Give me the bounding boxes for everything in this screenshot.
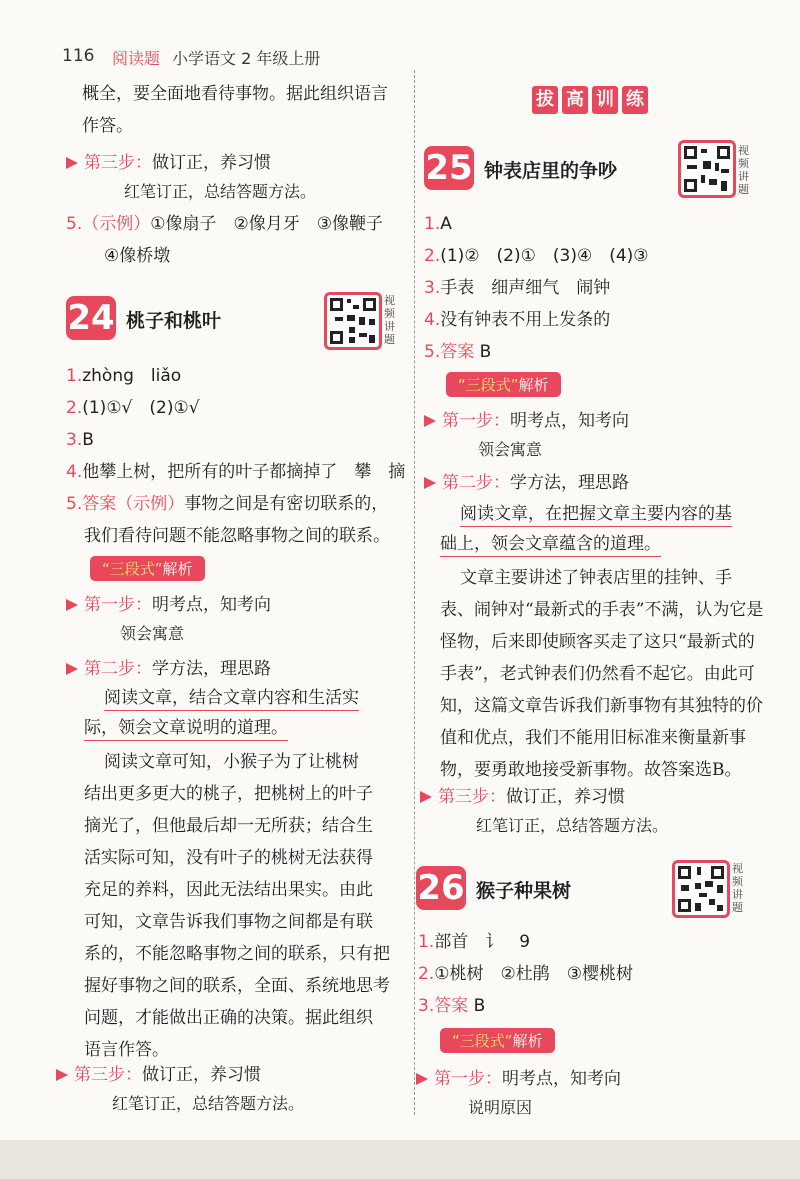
- qr-code-icon[interactable]: [678, 140, 736, 198]
- text-line: 手表”，老式钟表们仍然看不起它。由此可: [440, 664, 755, 684]
- arrow-icon: [424, 477, 436, 489]
- answer-2: 2.(1)①√ (2)①√: [66, 398, 200, 418]
- text-line: 问题，才能做出正确的决策。据此组织: [84, 1008, 373, 1028]
- lesson-title: 猴子种果树: [476, 880, 572, 902]
- answer-5-cont: ④像桥墩: [104, 246, 171, 266]
- column-divider: [414, 70, 415, 1115]
- step-1-heading: 第一步：明考点，知考向: [416, 1064, 621, 1089]
- text-line: 结出更多更大的桃子，把桃树上的叶子: [84, 784, 373, 804]
- step-body: 红笔订正，总结答题方法。: [112, 1094, 305, 1113]
- qr-code-icon[interactable]: [324, 292, 382, 350]
- lesson-number: 24: [67, 298, 115, 338]
- arrow-icon: [424, 415, 436, 427]
- series-label: 阅读题: [112, 49, 161, 68]
- step-3-heading: 第三步：做订正，养习惯: [420, 782, 625, 807]
- page-number: 116: [62, 46, 95, 66]
- text-line: 础上，领会文章蕴含的道理。: [440, 532, 661, 556]
- text-line: 握好事物之间的联系，全面、系统地思考: [84, 976, 390, 996]
- lesson-title: 钟表店里的争吵: [484, 160, 618, 182]
- text-line: 系的，不能忽略事物之间的联系，只有把: [84, 944, 390, 964]
- text-line: 阅读文章可知，小猴子为了让桃树: [104, 752, 359, 772]
- text-line: 怪物，后来即使顾客买走了这只“最新式的: [440, 632, 755, 652]
- text-line: 概全，要全面地看待事物。据此组织语言: [82, 84, 388, 104]
- lesson-number: 25: [425, 148, 473, 188]
- lesson-number: 26: [417, 868, 465, 908]
- answer-2: 2.①桃树 ②杜鹃 ③樱桃树: [418, 964, 633, 984]
- qr-label: 视频讲题: [738, 144, 749, 196]
- arrow-icon: [66, 157, 78, 169]
- analysis-badge: “三段式”解析: [90, 556, 205, 581]
- step-2-heading: 第二步：学方法，理思路: [66, 654, 271, 679]
- answer-5: 5.答案 B: [424, 342, 492, 362]
- text-line: 表、闹钟对“最新式的手表”不满，认为它是: [440, 600, 764, 620]
- step-2-heading: 第二步：学方法，理思路: [424, 468, 629, 493]
- arrow-icon: [420, 791, 432, 803]
- text-line: 际，领会文章说明的道理。: [84, 716, 288, 740]
- arrow-icon: [66, 663, 78, 675]
- step-3-heading: 第三步：做订正，养习惯: [66, 148, 271, 173]
- answer-1: 1.zhòng liǎo: [66, 366, 182, 386]
- text-line: 物，要勇敢地接受新事物。故答案选B。: [440, 760, 742, 780]
- step-body: 红笔订正，总结答题方法。: [124, 182, 317, 201]
- text-line: 可知，文章告诉我们事物之间都是有联: [84, 912, 373, 932]
- text-line: 作答。: [82, 116, 133, 136]
- text-line: 阅读文章，在把握文章主要内容的基: [460, 502, 732, 526]
- step-1-heading: 第一步：明考点，知考向: [66, 590, 271, 615]
- banner-advanced-training: 拔 高 训 练: [532, 86, 648, 114]
- text-line: 值和优点，我们不能用旧标准来衡量新事: [440, 728, 746, 748]
- answer-4: 4.他攀上树，把所有的叶子都摘掉了 攀 摘: [66, 462, 406, 482]
- analysis-badge: “三段式”解析: [440, 1028, 555, 1053]
- text-line: 阅读文章，结合文章内容和生活实: [104, 686, 359, 710]
- text-line: 充足的养料，因此无法结出果实。由此: [84, 880, 373, 900]
- answer-5: 5.（示例）①像扇子 ②像月牙 ③像鞭子: [66, 214, 383, 234]
- text-line: 活实际可知，没有叶子的桃树无法获得: [84, 848, 373, 868]
- text-line: 语言作答。: [84, 1040, 169, 1060]
- qr-label: 视频讲题: [732, 862, 743, 914]
- answer-3: 3.B: [66, 430, 94, 450]
- answer-3: 3.手表 细声细气 闹钟: [424, 278, 611, 298]
- answer-5b: 5.答案（示例）事物之间是有密切联系的，: [66, 494, 389, 514]
- text-line: 文章主要讲述了钟表店里的挂钟、手: [460, 568, 732, 588]
- book-title: 小学语文 2 年级上册: [172, 49, 321, 68]
- step-body: 领会寓意: [120, 624, 185, 643]
- answer-4: 4.没有钟表不用上发条的: [424, 310, 611, 330]
- answer-1: 1.部首 讠 9: [418, 932, 531, 952]
- qr-label: 视频讲题: [384, 294, 395, 346]
- qr-code-icon[interactable]: [672, 860, 730, 918]
- arrow-icon: [66, 599, 78, 611]
- answer-2: 2.(1)② (2)① (3)④ (4)③: [424, 246, 649, 266]
- page-bottom-edge: [0, 1140, 800, 1179]
- lesson-title: 桃子和桃叶: [126, 310, 222, 332]
- arrow-icon: [56, 1069, 68, 1081]
- step-3-heading: 第三步：做订正，养习惯: [56, 1060, 261, 1085]
- step-1-heading: 第一步：明考点，知考向: [424, 406, 629, 431]
- step-body: 红笔订正，总结答题方法。: [476, 816, 669, 835]
- arrow-icon: [416, 1073, 428, 1085]
- analysis-badge: “三段式”解析: [446, 372, 561, 397]
- text-line: 知，这篇文章告诉我们新事物有其独特的价: [440, 696, 763, 716]
- text-line: 摘光了，但他最后却一无所获；结合生: [84, 816, 373, 836]
- answer-3: 3.答案 B: [418, 996, 486, 1016]
- answer-1: 1.A: [424, 214, 452, 234]
- step-body: 说明原因: [468, 1098, 533, 1117]
- step-body: 领会寓意: [478, 440, 543, 459]
- answer-5b-cont: 我们看待问题不能忽略事物之间的联系。: [84, 526, 390, 546]
